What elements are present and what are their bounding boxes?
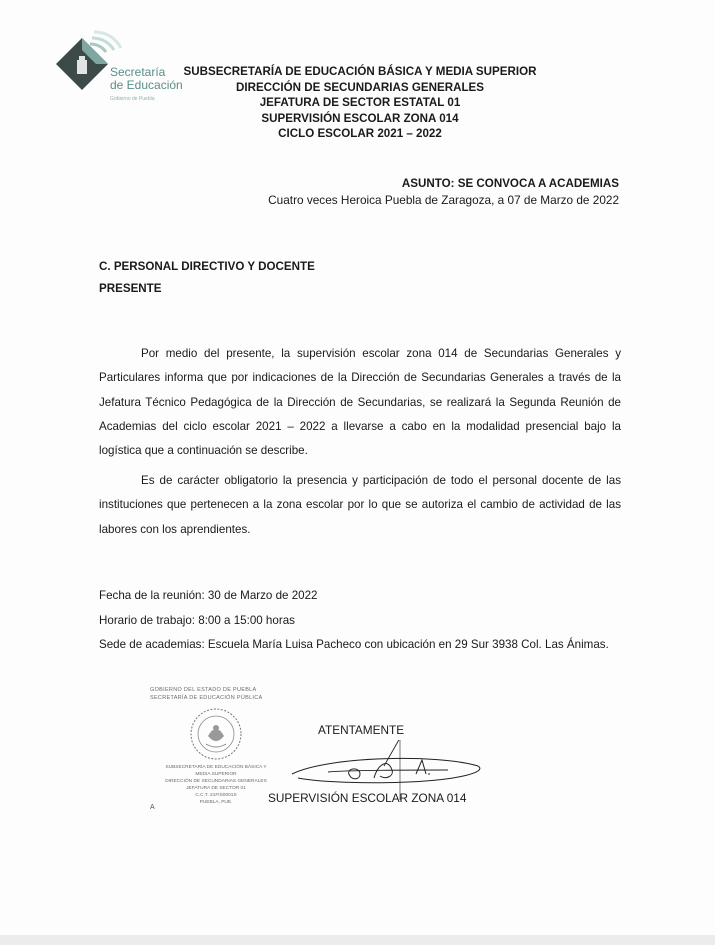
meeting-date: Fecha de la reunión: 30 de Marzo de 2022 — [99, 589, 318, 602]
header-line-2: DIRECCIÓN DE SECUNDARIAS GENERALES — [235, 80, 484, 94]
signature-title: SUPERVISIÓN ESCOLAR ZONA 014 — [268, 791, 467, 805]
meeting-hours: Horario de trabajo: 8:00 a 15:00 horas — [99, 613, 295, 627]
stamp-top-line-2: SECRETARÍA DE EDUCACIÓN PÚBLICA — [150, 695, 263, 701]
body-paragraph-1: Por medio del presente, la supervisión escolar zona 014 de Secundarias Generales y Particulares informa que por indicaciones de la Dirección de Secundarias Generales a través de la Jefatura Técnico Pedagógica de la Dirección de Secundarias, se realizará la Segunda Reunión de Academias del ciclo escolar 2021 – 2022 a llevarse a cabo en la modalidad presencial bajo la logística que a continuación se describe. — [99, 347, 621, 458]
recipient-line-2: PRESENTE — [99, 282, 162, 295]
official-stamp — [150, 686, 285, 816]
stamp-bottom-line-4: JEFATURA DE SECTOR 01 — [186, 786, 246, 791]
logo-line-2: de Educación — [110, 78, 183, 92]
stamp-top-line-1: GOBIERNO DEL ESTADO DE PUEBLA — [150, 687, 257, 693]
stamp-bottom-line-1: SUBSECRETARÍA DE EDUCACIÓN BÁSICA Y — [165, 765, 267, 770]
stamp-bottom-line-6: PUEBLA, PUE. — [199, 800, 233, 805]
stamp-bottom-line-5: C.C.T. 21FIS0001S — [195, 793, 237, 798]
place-and-date: Cuatro veces Heroica Puebla de Zaragoza, a 07 de Marzo de 2022 — [268, 193, 619, 207]
subject-line: ASUNTO: SE CONVOCA A ACADEMIAS — [401, 177, 619, 190]
header-line-4: SUPERVISIÓN ESCOLAR ZONA 014 — [261, 111, 459, 125]
closing-atentamente: ATENTAMENTE — [318, 723, 405, 737]
stamp-bottom-line-2: MEDIA SUPERIOR — [195, 772, 237, 777]
coat-of-arms-seal-icon — [188, 706, 244, 762]
scan-edge — [0, 935, 715, 945]
header-line-3: JEFATURA DE SECTOR ESTATAL 01 — [259, 96, 461, 109]
header-line-1: SUBSECRETARÍA DE EDUCACIÓN BÁSICA Y MEDIA SUPERIOR — [183, 65, 537, 78]
meeting-venue: Sede de academias: Escuela María Luisa Pacheco con ubicación en 29 Sur 3938 Col. Las Ánimas. — [99, 638, 609, 651]
logo-line-3: Gobierno de Puebla — [110, 96, 155, 102]
recipient-line-1: C. PERSONAL DIRECTIVO Y DOCENTE — [99, 260, 315, 273]
header-line-5: CICLO ESCOLAR 2021 – 2022 — [278, 127, 442, 140]
stamp-bottom-line-3: DIRECCIÓN DE SECUNDARIAS GENERALES — [165, 779, 267, 784]
stamp-mark: A — [150, 804, 155, 811]
meeting-details — [99, 584, 609, 658]
body-paragraph-2: Es de carácter obligatorio la presencia y participación de todo el personal docente de las instituciones que pertenecen a la zona escolar por lo que se autoriza el cambio de actividad de las labores con los aprendientes. — [99, 474, 621, 536]
logo-line-1: Secretaría — [110, 65, 166, 79]
recipient-block — [99, 256, 315, 300]
letterhead — [160, 64, 560, 142]
